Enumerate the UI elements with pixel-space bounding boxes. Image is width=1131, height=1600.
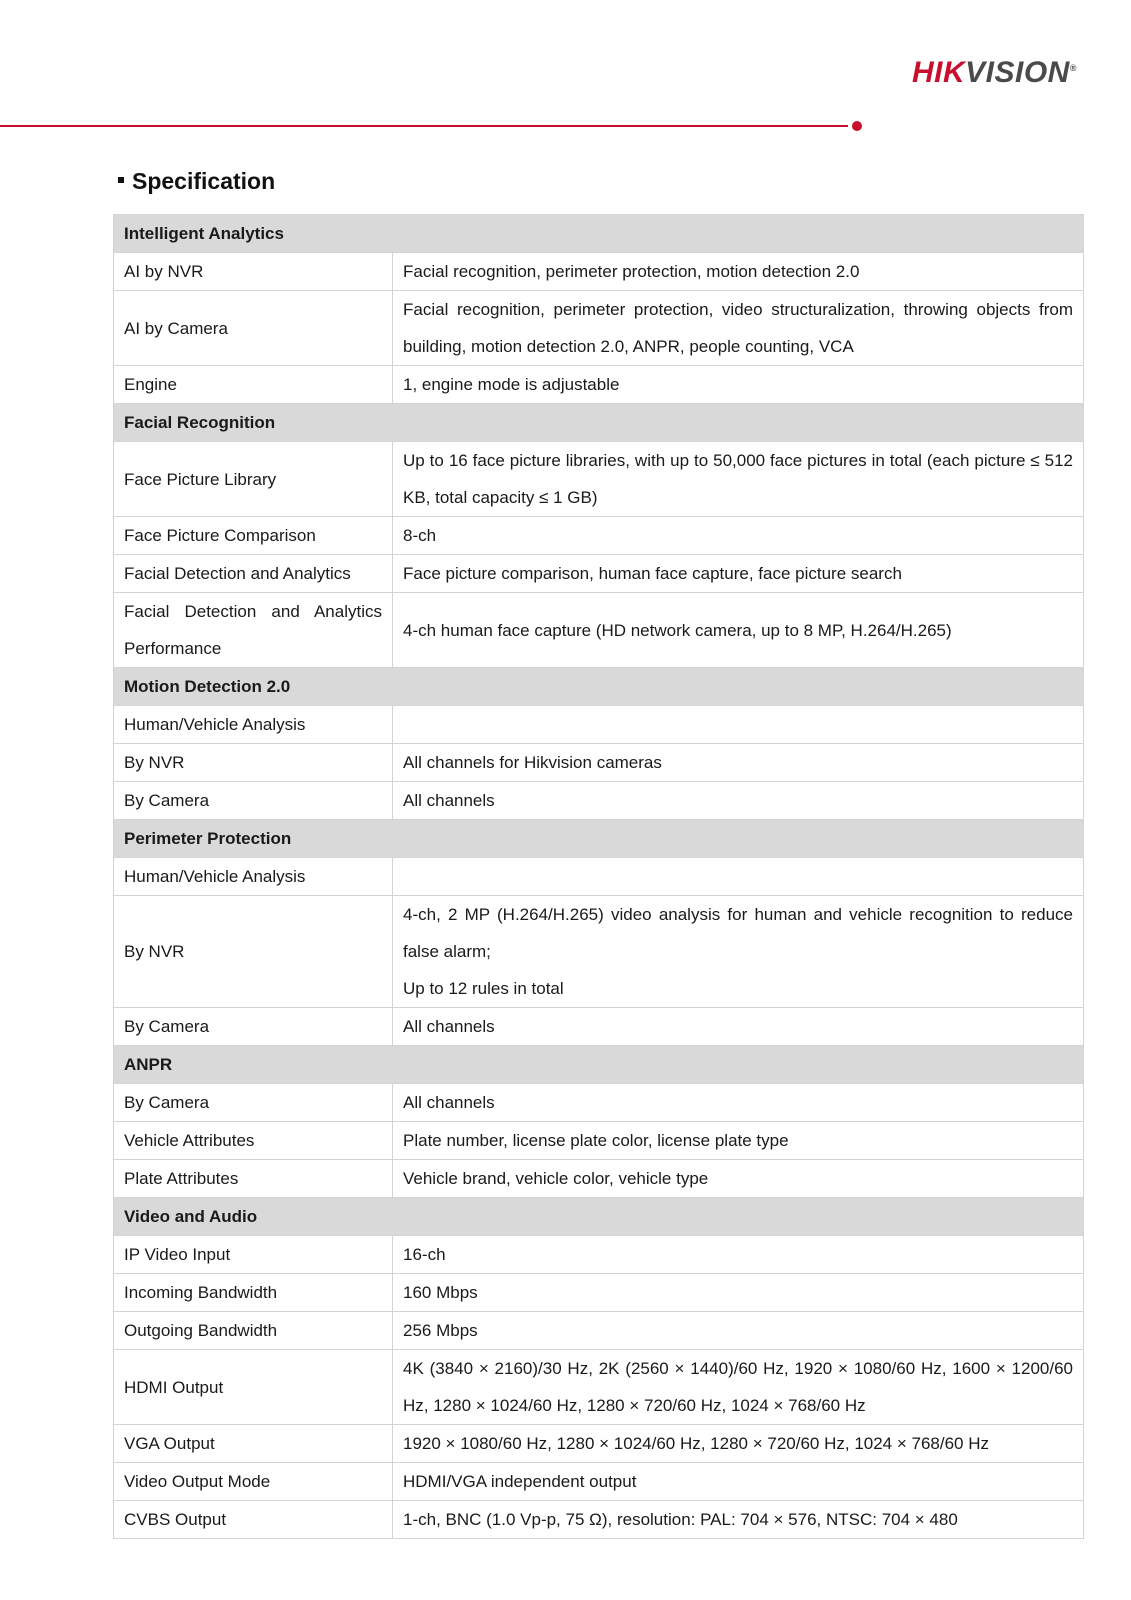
spec-value-text: HDMI/VGA independent output [403,1472,637,1491]
spec-value-text-extra: Up to 12 rules in total [403,979,564,998]
spec-label: VGA Output [114,1425,393,1463]
page-title-text: Specification [132,168,276,194]
spec-value [393,1160,1084,1198]
spec-value-text: All channels [403,791,495,810]
spec-label: Human/Vehicle Analysis [114,706,393,744]
logo-text-grey: VISION [965,56,1070,89]
spec-value-text: 160 Mbps [403,1283,478,1302]
spec-label: Human/Vehicle Analysis [114,858,393,896]
spec-value-text: 16-ch [403,1245,446,1264]
section-header-row [114,820,1084,858]
spec-value [393,706,1084,744]
spec-value-text: Face picture comparison, human face capture, face picture search [403,564,902,583]
spec-label: Video Output Mode [114,1463,393,1501]
spec-value [393,744,1084,782]
section-heading: Perimeter Protection [114,820,1084,858]
spec-value-text: 4-ch, 2 MP (H.264/H.265) video analysis for human and vehicle recognition to reduce false alarm; [403,905,1073,961]
spec-value-text: Up to 16 face picture libraries, with up to 50,000 face pictures in total (each picture ≤ 512 KB, total capacity ≤ 1 GB) [403,451,1073,507]
spec-value [393,517,1084,555]
spec-value-text: All channels [403,1017,495,1036]
spec-value [393,1084,1084,1122]
specification-table-body [114,215,1084,1539]
spec-row [114,1501,1084,1539]
spec-value [393,1008,1084,1046]
spec-row [114,744,1084,782]
section-heading: Motion Detection 2.0 [114,668,1084,706]
spec-label: AI by NVR [114,253,393,291]
spec-value [393,442,1084,517]
spec-value-text: 4-ch human face capture (HD network camera, up to 8 MP, H.264/H.265) [403,620,952,640]
spec-value [393,366,1084,404]
spec-value-text: Plate number, license plate color, license plate type [403,1131,789,1150]
spec-value-text: 1, engine mode is adjustable [403,375,620,394]
spec-row [114,1084,1084,1122]
spec-value-text: Facial recognition, perimeter protection, video structuralization, throwing objects from building, motion detection 2.0, ANPR, people counting, VCA [403,300,1073,356]
spec-row [114,1463,1084,1501]
spec-label: CVBS Output [114,1501,393,1539]
section-header-row [114,1198,1084,1236]
spec-label: By Camera [114,1008,393,1046]
spec-row [114,291,1084,366]
header-divider-line [0,125,848,127]
spec-value-text: All channels [403,1093,495,1112]
spec-label: AI by Camera [114,291,393,366]
spec-value [393,1274,1084,1312]
section-header-row [114,668,1084,706]
section-heading: Facial Recognition [114,404,1084,442]
spec-value-text: 256 Mbps [403,1321,478,1340]
spec-value [393,858,1084,896]
spec-value-text: All channels for Hikvision cameras [403,753,662,772]
spec-value [393,896,1084,1008]
spec-row [114,782,1084,820]
spec-row [114,1312,1084,1350]
page-title [118,168,275,195]
spec-value-text: 4K (3840 × 2160)/30 Hz, 2K (2560 × 1440)/60 Hz, 1920 × 1080/60 Hz, 1600 × 1200/60 Hz, 1280 × 1024/60 Hz, 1280 × 720/60 Hz, 1024 × 768/60 Hz [403,1359,1073,1415]
section-heading: ANPR [114,1046,1084,1084]
spec-row [114,253,1084,291]
spec-value [393,1425,1084,1463]
spec-value-text: Facial recognition, perimeter protection, motion detection 2.0 [403,262,860,281]
spec-label: Facial Detection and Analytics Performance [114,593,393,668]
spec-value-text: Vehicle brand, vehicle color, vehicle type [403,1169,709,1188]
spec-value [393,1463,1084,1501]
section-heading: Video and Audio [114,1198,1084,1236]
spec-label: Engine [114,366,393,404]
spec-row [114,1160,1084,1198]
spec-value [393,1501,1084,1539]
spec-label: Plate Attributes [114,1160,393,1198]
spec-value [393,555,1084,593]
spec-label: Outgoing Bandwidth [114,1312,393,1350]
spec-value-text: 1-ch, BNC (1.0 Vp-p, 75 Ω), resolution: PAL: 704 × 576, NTSC: 704 × 480 [403,1510,958,1529]
section-header-row [114,1046,1084,1084]
spec-value-text: 1920 × 1080/60 Hz, 1280 × 1024/60 Hz, 1280 × 720/60 Hz, 1024 × 768/60 Hz [403,1434,990,1453]
bullet-square-icon [118,177,124,183]
spec-label: Incoming Bandwidth [114,1274,393,1312]
spec-value [393,1350,1084,1425]
section-header-row [114,404,1084,442]
header-divider-dot [852,121,862,131]
spec-row [114,1425,1084,1463]
spec-row [114,858,1084,896]
spec-row [114,593,1084,668]
spec-value [393,253,1084,291]
spec-row [114,706,1084,744]
spec-row [114,1122,1084,1160]
spec-label: IP Video Input [114,1236,393,1274]
spec-label: Vehicle Attributes [114,1122,393,1160]
spec-row [114,366,1084,404]
spec-row [114,442,1084,517]
spec-value [393,593,1084,668]
hikvision-logo [912,50,1077,91]
spec-value [393,782,1084,820]
spec-row [114,1274,1084,1312]
spec-label: Face Picture Library [114,442,393,517]
spec-label: HDMI Output [114,1350,393,1425]
spec-row [114,517,1084,555]
spec-label: Face Picture Comparison [114,517,393,555]
spec-label: By NVR [114,744,393,782]
spec-label: Facial Detection and Analytics [114,555,393,593]
spec-label: By Camera [114,1084,393,1122]
section-heading: Intelligent Analytics [114,215,1084,253]
spec-row [114,896,1084,1008]
spec-row [114,1008,1084,1046]
spec-row [114,1236,1084,1274]
spec-value [393,1236,1084,1274]
spec-row [114,1350,1084,1425]
spec-row [114,555,1084,593]
section-header-row [114,215,1084,253]
spec-value [393,1312,1084,1350]
specification-table [113,214,1084,1539]
spec-label: By NVR [114,896,393,1008]
spec-value [393,1122,1084,1160]
logo-text-red: HIK [911,56,966,89]
spec-value [393,291,1084,366]
spec-value-text: 8-ch [403,526,437,545]
spec-label: By Camera [114,782,393,820]
logo-registered-mark: ® [1069,63,1077,73]
